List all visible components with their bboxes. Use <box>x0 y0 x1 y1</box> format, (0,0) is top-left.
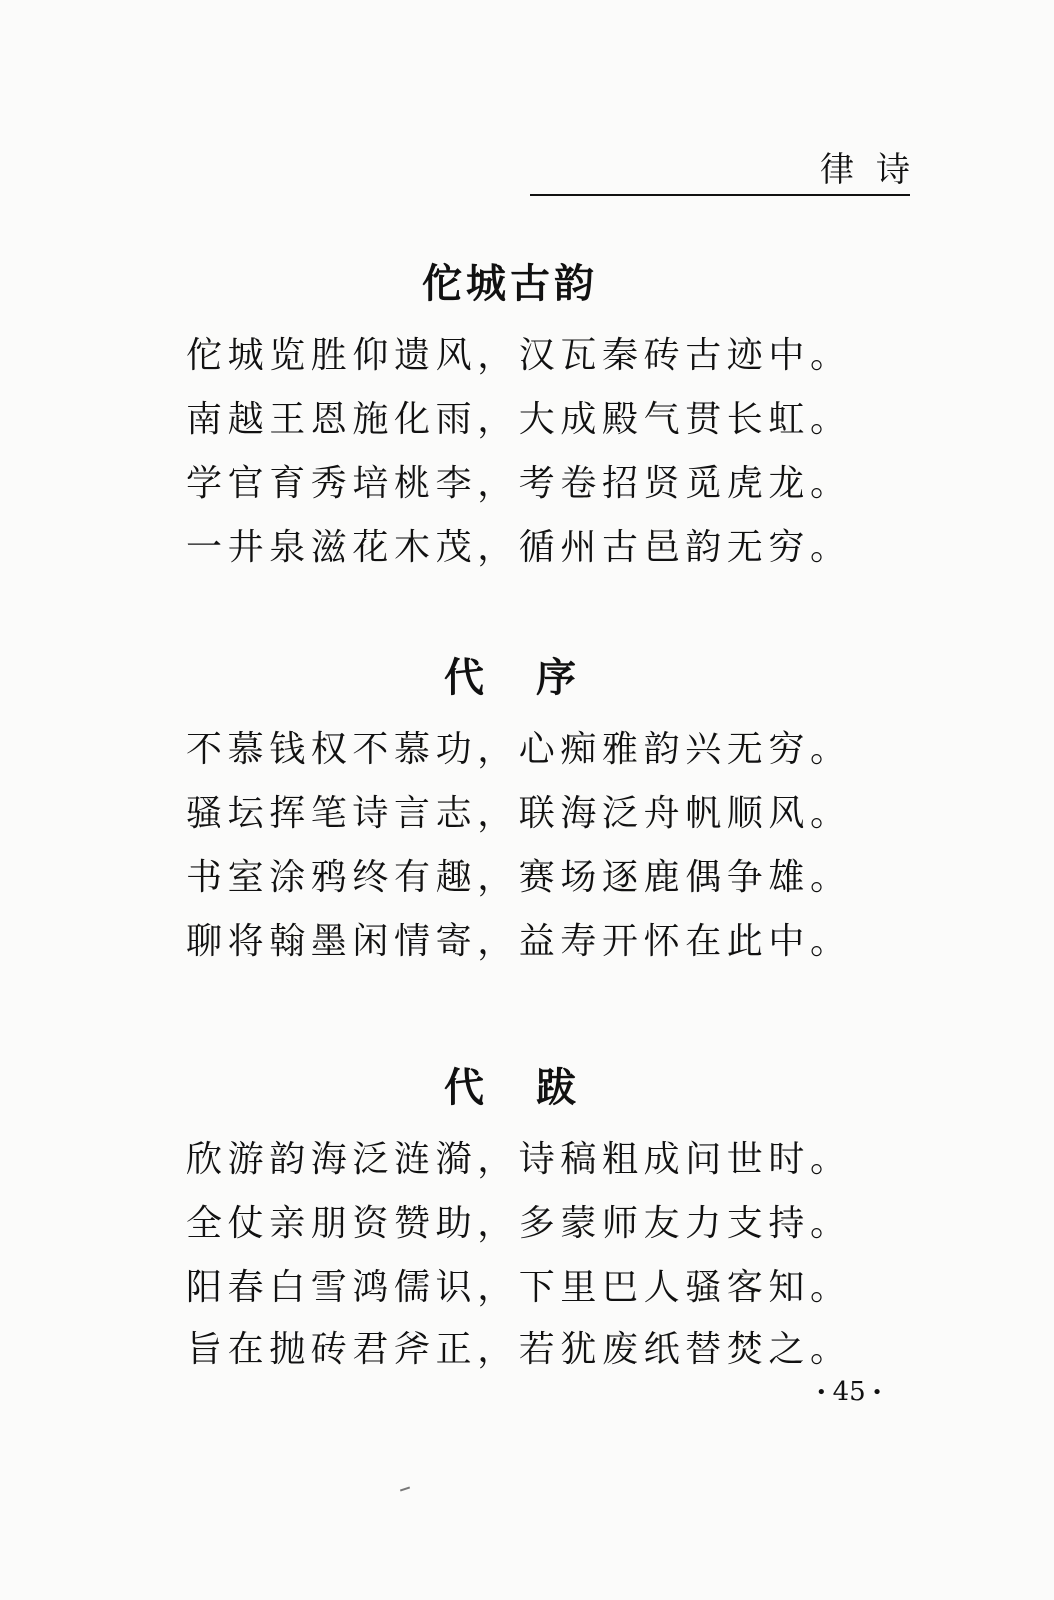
poem-title: 代跋 <box>444 1064 628 1111</box>
scan-speck <box>400 1487 410 1492</box>
page-number <box>810 1378 888 1407</box>
poem-line: 阳春白雪鸿儒识，下里巴人骚客知。 <box>186 1267 852 1308</box>
poem-line: 书室涂鸦终有趣，赛场逐鹿偶争雄。 <box>186 857 852 898</box>
poem-line: 南越王恩施化雨，大成殿气贯长虹。 <box>186 399 852 440</box>
poem-line: 佗城览胜仰遗风，汉瓦秦砖古迹中。 <box>186 335 852 376</box>
page-number-value: 45 <box>832 1377 866 1407</box>
poem-line: 欣游韵海泛涟漪，诗稿粗成问世时。 <box>186 1139 852 1180</box>
running-header <box>530 150 932 196</box>
poem-line: 一井泉滋花木茂，循州古邑韵无穷。 <box>186 527 852 568</box>
page-dot-right: • <box>871 1382 883 1403</box>
page-dot-left: • <box>816 1382 827 1403</box>
poem-title: 佗城古韵 <box>422 260 598 307</box>
poem-line: 骚坛挥笔诗言志，联海泛舟帆顺风。 <box>186 793 852 834</box>
poem-line: 不慕钱权不慕功，心痴雅韵兴无穷。 <box>186 729 852 770</box>
poem-line: 旨在抛砖君斧正，若犹废纸替焚之。 <box>186 1329 852 1370</box>
poem-line: 学官育秀培桃李，考卷招贤觅虎龙。 <box>186 463 852 504</box>
poem-line: 全仗亲朋资赞助，多蒙师友力支持。 <box>186 1203 852 1244</box>
section-title: 律诗 <box>820 150 932 190</box>
poem-line: 聊将翰墨闲情寄，益寿开怀在此中。 <box>186 921 852 962</box>
poem-title: 代序 <box>444 654 628 701</box>
